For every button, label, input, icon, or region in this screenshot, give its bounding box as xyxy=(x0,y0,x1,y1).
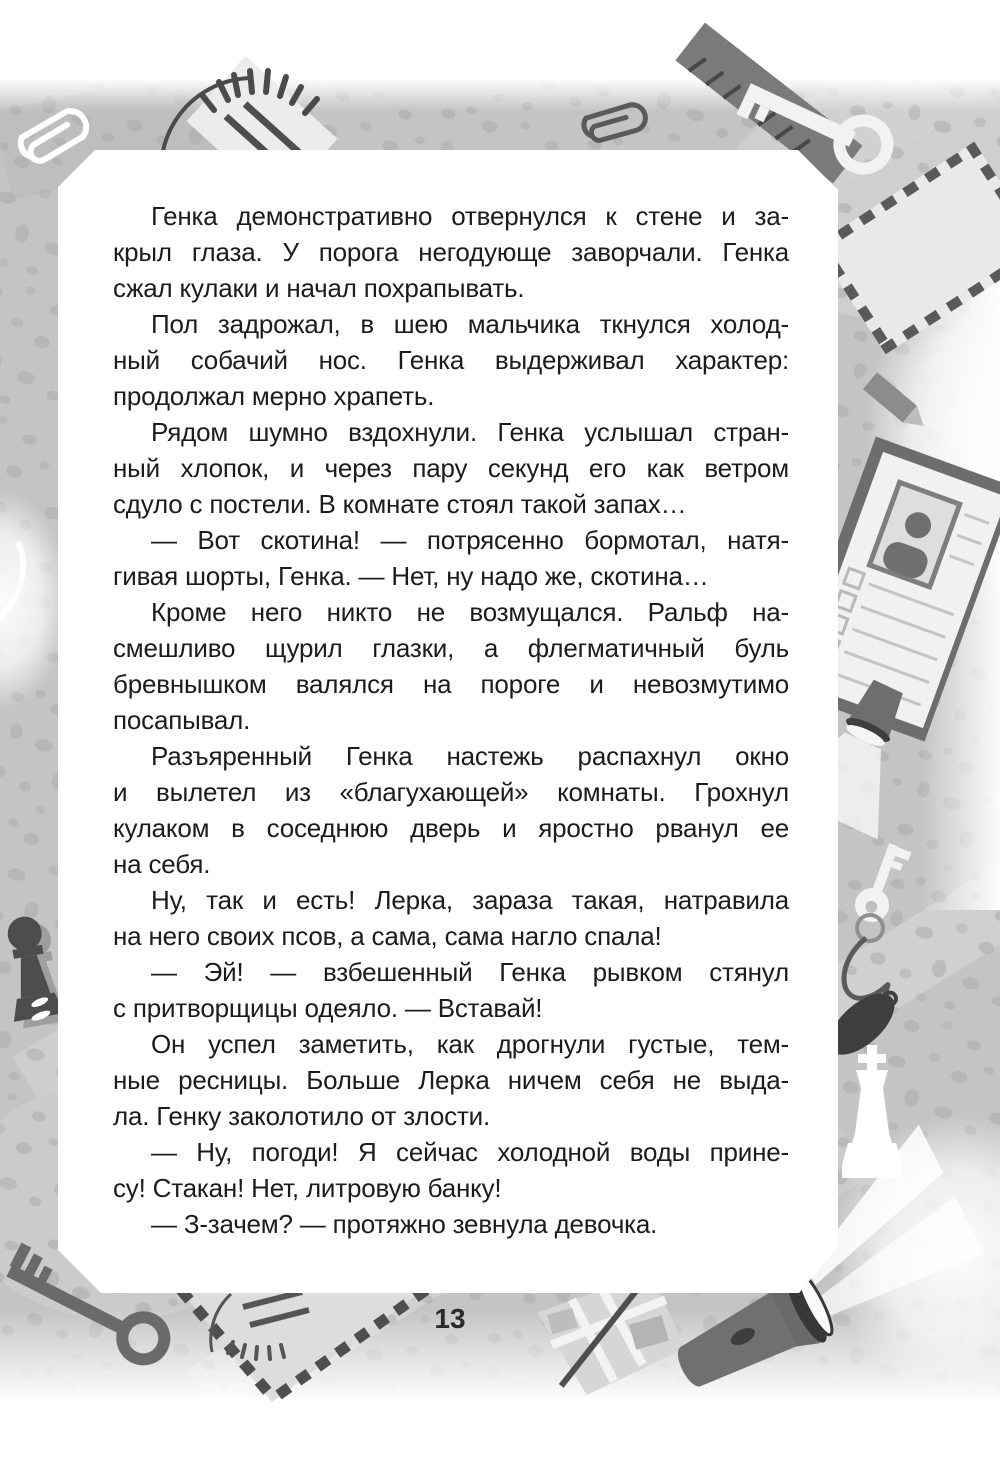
text-line: кулаком в соседнюю дверь и яростно рванул ее xyxy=(113,813,789,843)
envelope-bottom-icon xyxy=(175,1284,432,1402)
text-line: Рядом шумно вздохнули. Генка услышал стран- xyxy=(151,417,789,447)
text-line: на него своих псов, а сама, сама нагло спала! xyxy=(113,921,662,951)
text-line: — З-зачем? — протяжно зевнула девочка. xyxy=(151,1209,658,1239)
text-line: — Эй! — взбешенный Генка рывком стянул xyxy=(151,957,789,987)
text-line: Он успел заметить, как дрогнули густые, тем- xyxy=(151,1029,789,1059)
text-line: гивая шорты, Генка. — Нет, ну надо же, скотина… xyxy=(113,561,709,591)
envelope-icon xyxy=(815,142,1000,355)
page-number: 13 xyxy=(434,1303,466,1334)
text-line: Кроме него никто не возмущался. Ральф на- xyxy=(151,597,789,627)
paperclip-icon xyxy=(16,106,92,167)
text-line: ный хлопок, и через пару секунд его как ветром xyxy=(113,453,789,483)
text-line: су! Стакан! Нет, литровую банку! xyxy=(113,1173,502,1203)
text-line: Пол задрожал, в шею мальчика ткнулся холод- xyxy=(151,309,789,339)
text-line: сдуло с постели. В комнате стоял такой запах… xyxy=(113,489,687,519)
pencil-icon xyxy=(863,372,931,434)
text-line: посапывал. xyxy=(113,705,251,735)
text-line: Разъяренный Генка настежь распахнул окно xyxy=(151,741,789,771)
text-line: крыл глаза. У порога негодующе заворчали. Генка xyxy=(113,237,789,267)
white-squiggle-icon xyxy=(0,542,23,622)
text-line: Ну, так и есть! Лерка, зараза такая, натравила xyxy=(151,885,789,915)
text-line: ные ресницы. Больше Лерка ничем себя не выда- xyxy=(113,1065,789,1095)
text-line: сжал кулаки и начал похрапывать. xyxy=(113,273,525,303)
text-line: ный собачий нос. Генка выдерживал характер: xyxy=(113,345,789,375)
text-line: с притворщицы одеяло. — Вставай! xyxy=(113,993,543,1023)
text-line: продолжал мерно храпеть. xyxy=(113,381,435,411)
text-line: — Ну, погоди! Я сейчас холодной воды прине- xyxy=(151,1137,789,1167)
text-line: на себя. xyxy=(113,849,211,879)
text-line: бревнышком валялся на пороге и невозмутимо xyxy=(113,669,789,699)
text-line: и вылетел из «благухающей» комнаты. Грохнул xyxy=(113,777,789,807)
body-text xyxy=(113,198,789,1242)
text-line: смешливо щурил глазки, а флегматичный буль xyxy=(113,633,789,663)
text-line: ла. Генку заколотило от злости. xyxy=(113,1101,491,1131)
text-line: Генка демонстративно отвернулся к стене и за- xyxy=(151,201,789,231)
text-line: — Вот скотина! — потрясенно бормотал, натя- xyxy=(151,525,789,555)
paperclip-small-icon xyxy=(582,102,649,143)
